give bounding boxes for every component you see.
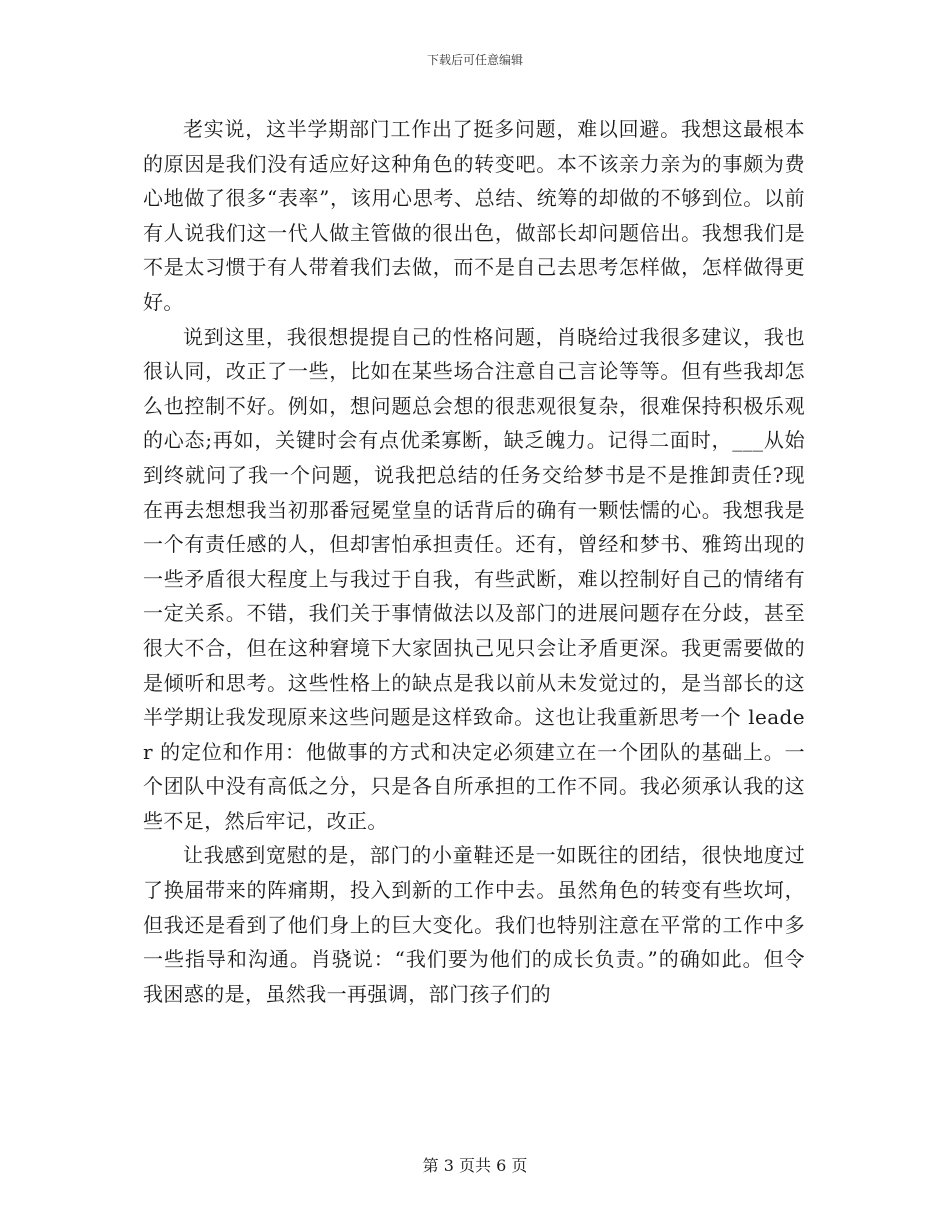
paragraph-2: 说到这里，我很想提提自己的性格问题，肖晓给过我很多建议，我也很认同，改正了一些，比如在某些场合注意自己言论等等。但有些我却怎么也控制不好。例如，想问题总会想的很悲观很复杂，很难保持积极乐观的心态;再如，关键时会有点优柔寡断，缺乏魄力。记得二面时，___从始到终就问了我一个问题，说我把总结的任务交给梦书是不是推卸责任?现在再去想想我当初那番冠冕堂皇的话背后的确有一颗怯懦的心。我想我是一个有责任感的人，但却害怕承担责任。还有，曾经和梦书、雅筠出现的一些矛盾很大程度上与我过于自我，有些武断，难以控制好自己的情绪有一定关系。不错，我们关于事情做法以及部门的进展问题存在分歧，甚至很大不合，但在这种窘境下大家固执己见只会让矛盾更深。我更需要做的是倾听和思考。这些性格上的缺点是我以前从未发觉过的，是当部长的这半学期让我发现原来这些问题是这样致命。这也让我重新思考一个 leader 的定位和作用：他做事的方式和决定必须建立在一个团队的基础上。一个团队中没有高低之分，只是各自所承担的工作不同。我必须承认我的这些不足，然后牢记，改正。 bbox=[143, 324, 805, 833]
paragraph-1: 老实说，这半学期部门工作出了挺多问题，难以回避。我想这最根本的原因是我们没有适应好这种角色的转变吧。本不该亲力亲为的事颇为费心地做了很多“表率”，该用心思考、总结、统筹的却做的不够到位。以前有人说我们这一代人做主管做的很出色，做部长却问题倍出。我想我们是不是太习惯于有人带着我们去做，而不是自己去思考怎样做，怎样做得更好。 bbox=[143, 117, 805, 314]
paragraph-3: 让我感到宽慰的是，部门的小童鞋还是一如既往的团结，很快地度过了换届带来的阵痛期，投入到新的工作中去。虽然角色的转变有些坎坷，但我还是看到了他们身上的巨大变化。我们也特别注意在平常的工作中多一些指导和沟通。肖骁说：“我们要为他们的成长负责。”的确如此。但令我困惑的是，虽然我一再强调，部门孩子们的 bbox=[143, 843, 805, 1006]
page-header: 下载后可任意编辑 bbox=[426, 53, 523, 67]
page-number: 第 3 页共 6 页 bbox=[422, 1156, 528, 1175]
document-body bbox=[143, 112, 805, 1011]
